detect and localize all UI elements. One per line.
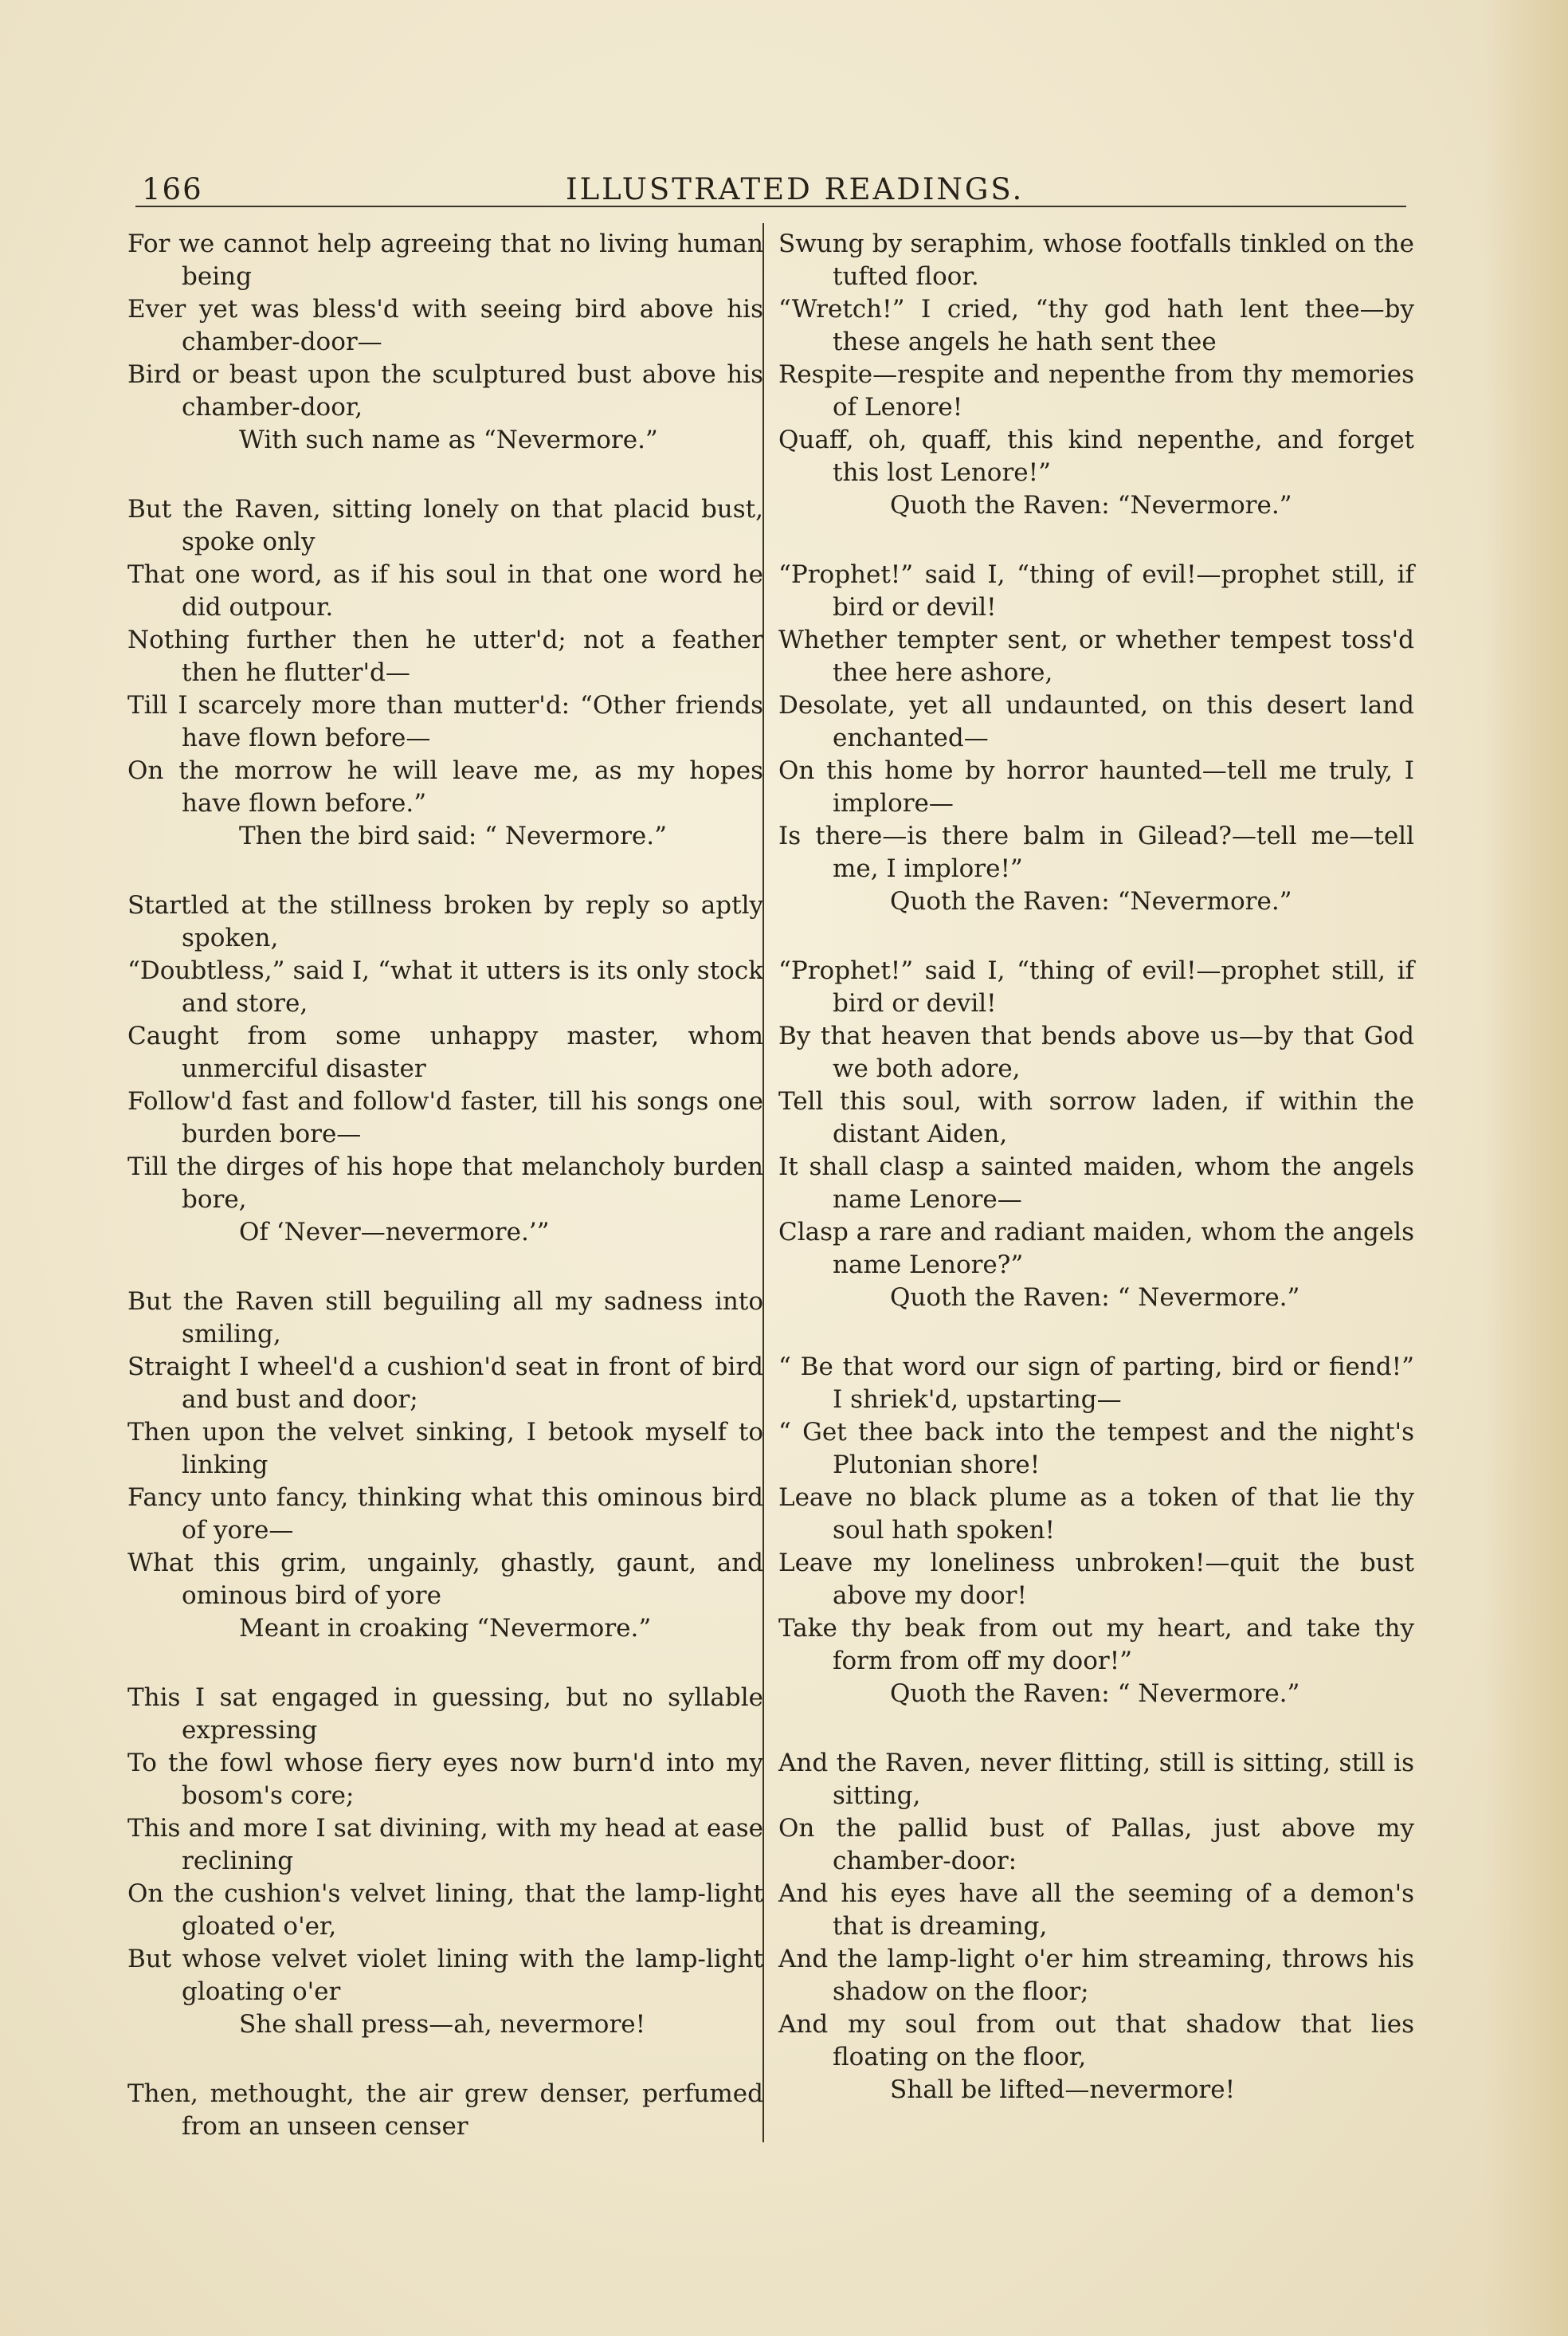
verse-line: But the Raven still beguiling all my sadness into smiling, <box>127 1287 763 1349</box>
verse-line: Till the dirges of his hope that melancholy burden bore, <box>127 1152 763 1214</box>
verse-line: Ever yet was bless'd with seeing bird above his chamber-door— <box>127 295 763 356</box>
stanza <box>778 559 1414 918</box>
verse-line: Desolate, yet all undaunted, on this desert land enchanted— <box>778 691 1414 752</box>
verse-line: Whether tempter sent, or whether tempest toss'd thee here ashore, <box>778 626 1414 687</box>
verse-line: On the pallid bust of Pallas, just above my chamber-door: <box>778 1814 1414 1875</box>
right-column <box>778 228 1414 2143</box>
refrain-line: Quoth the Raven: “Nevermore.” <box>890 887 1292 916</box>
verse-line: And the Raven, never flitting, still is sitting, still is sitting, <box>778 1749 1414 1810</box>
verse-line: What this grim, ungainly, ghastly, gaunt, and ominous bird of yore <box>127 1549 763 1610</box>
page-number: 166 <box>142 172 203 206</box>
verse-line: “Prophet!” said I, “thing of evil!—prophet still, if bird or devil! <box>778 560 1414 622</box>
stanza <box>127 228 763 457</box>
stanza <box>127 1286 763 1645</box>
verse-line: Startled at the stillness broken by reply so aptly spoken, <box>127 891 763 952</box>
verse-line: For we cannot help agreeing that no living human being <box>127 230 763 291</box>
refrain-line: With such name as “Nevermore.” <box>239 426 658 454</box>
verse-line: But whose velvet violet lining with the lamp-light gloating o'er <box>127 1945 763 2006</box>
verse-line: Clasp a rare and radiant maiden, whom the angels name Lenore?” <box>778 1218 1414 1279</box>
verse-line: Leave no black plume as a token of that lie thy soul hath spoken! <box>778 1483 1414 1545</box>
verse-line: Bird or beast upon the sculptured bust above his chamber-door, <box>127 360 763 422</box>
stanza <box>778 955 1414 1314</box>
running-title: ILLUSTRATED READINGS. <box>566 172 1025 206</box>
refrain-line: Quoth the Raven: “ Nevermore.” <box>890 1283 1300 1312</box>
verse-line: “ Get thee back into the tempest and the night's Plutonian shore! <box>778 1418 1414 1479</box>
verse-line: Then, methought, the air grew denser, perfumed from an unseen censer <box>127 2079 763 2141</box>
page-edge-shadow <box>1484 0 1568 2336</box>
page-header <box>135 164 1394 212</box>
verse-line: But the Raven, sitting lonely on that placid bust, spoke only <box>127 495 763 556</box>
stanza <box>778 228 1414 522</box>
verse-line: On the morrow he will leave me, as my hopes have flown before.” <box>127 756 763 818</box>
verse-line: On this home by horror haunted—tell me truly, I implore— <box>778 756 1414 818</box>
verse-line: Follow'd fast and follow'd faster, till his songs one burden bore— <box>127 1087 763 1148</box>
refrain-line: Then the bird said: “ Nevermore.” <box>239 822 667 850</box>
stanza <box>127 889 763 1249</box>
verse-line: Till I scarcely more than mutter'd: “Other friends have flown before— <box>127 691 763 752</box>
stanza <box>127 2078 763 2143</box>
verse-line: “ Be that word our sign of parting, bird or fiend!” I shriek'd, upstarting— <box>778 1353 1414 1414</box>
refrain-line: Quoth the Raven: “Nevermore.” <box>890 491 1292 520</box>
verse-line: Nothing further then he utter'd; not a feather then he flutter'd— <box>127 626 763 687</box>
stanza <box>127 493 763 853</box>
column-divider <box>762 223 764 2142</box>
verse-line: Swung by seraphim, whose footfalls tinkled on the tufted floor. <box>778 230 1414 291</box>
verse-line: Straight I wheel'd a cushion'd seat in front of bird and bust and door; <box>127 1353 763 1414</box>
verse-line: This I sat engaged in guessing, but no syllable expressing <box>127 1683 763 1745</box>
stanza <box>778 1351 1414 1710</box>
verse-line: Leave my loneliness unbroken!—quit the bust above my door! <box>778 1549 1414 1610</box>
verse-line: Tell this soul, with sorrow laden, if within the distant Aiden, <box>778 1087 1414 1148</box>
verse-line: Respite—respite and nepenthe from thy memories of Lenore! <box>778 360 1414 422</box>
verse-line: And his eyes have all the seeming of a demon's that is dreaming, <box>778 1879 1414 1941</box>
verse-line: “Prophet!” said I, “thing of evil!—prophet still, if bird or devil! <box>778 956 1414 1018</box>
verse-line: “Wretch!” I cried, “thy god hath lent thee—by these angels he hath sent thee <box>778 295 1414 356</box>
verse-line: Fancy unto fancy, thinking what this ominous bird of yore— <box>127 1483 763 1545</box>
left-column <box>127 228 763 2180</box>
refrain-line: Meant in croaking “Nevermore.” <box>239 1614 652 1643</box>
verse-line: This and more I sat divining, with my head at ease reclining <box>127 1814 763 1875</box>
verse-line: By that heaven that bends above us—by that God we both adore, <box>778 1022 1414 1083</box>
verse-line: And the lamp-light o'er him streaming, throws his shadow on the floor; <box>778 1945 1414 2006</box>
refrain-line: Quoth the Raven: “ Nevermore.” <box>890 1679 1300 1708</box>
verse-line: That one word, as if his soul in that one word he did outpour. <box>127 560 763 622</box>
verse-line: Caught from some unhappy master, whom unmerciful disaster <box>127 1022 763 1083</box>
verse-line: On the cushion's velvet lining, that the lamp-light gloated o'er, <box>127 1879 763 1941</box>
refrain-line: Of ‘Never—nevermore.’” <box>239 1218 550 1247</box>
verse-line: And my soul from out that shadow that lies floating on the floor, <box>778 2010 1414 2071</box>
verse-line: Then upon the velvet sinking, I betook myself to linking <box>127 1418 763 1479</box>
stanza <box>778 1747 1414 2106</box>
verse-line: Is there—is there balm in Gilead?—tell me—tell me, I implore!” <box>778 822 1414 883</box>
stanza <box>127 1682 763 2041</box>
refrain-line: Shall be lifted—nevermore! <box>890 2075 1236 2104</box>
verse-line: To the fowl whose fiery eyes now burn'd into my bosom's core; <box>127 1749 763 1810</box>
verse-line: “Doubtless,” said I, “what it utters is its only stock and store, <box>127 956 763 1018</box>
verse-line: Take thy beak from out my heart, and take thy form from off my door!” <box>778 1614 1414 1675</box>
verse-line: It shall clasp a sainted maiden, whom the angels name Lenore— <box>778 1152 1414 1214</box>
verse-line: Quaff, oh, quaff, this kind nepenthe, and forget this lost Lenore!” <box>778 426 1414 487</box>
header-rule <box>135 206 1406 207</box>
refrain-line: She shall press—ah, nevermore! <box>239 2010 646 2039</box>
